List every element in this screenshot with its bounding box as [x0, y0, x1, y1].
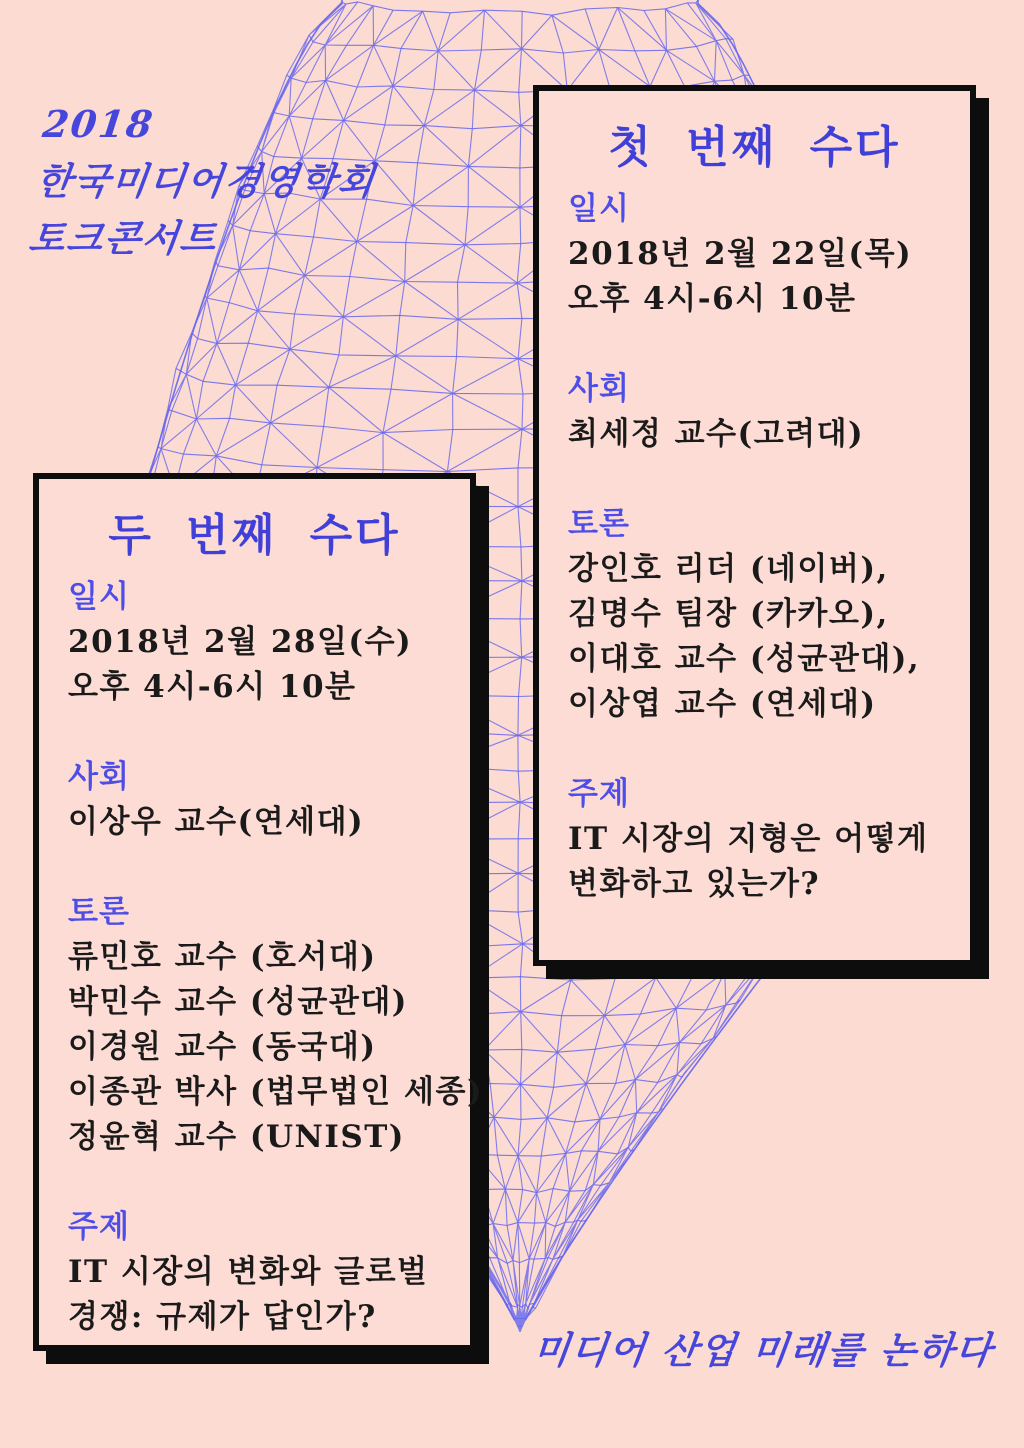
card-section — [568, 772, 952, 907]
card-section — [568, 367, 952, 457]
section-line: 오후 4시-6시 10분 — [68, 669, 357, 705]
card-body — [39, 575, 484, 1340]
card-section — [68, 575, 452, 710]
section-line: 최세정 교수(고려대) — [568, 416, 865, 452]
card-title: 첫 번째 수다 — [608, 122, 901, 173]
section-line: 이대호 교수 (성균관대), — [568, 641, 921, 677]
section-label: 주제 — [68, 1209, 130, 1245]
section-line: 변화하고 있는가? — [568, 866, 821, 902]
section-line: 이경원 교수 (동국대) — [68, 1029, 377, 1065]
section-line: IT 시장의 변화와 글로벌 — [68, 1254, 429, 1290]
section-line: 김명수 팀장 (카카오), — [568, 596, 889, 632]
section-line: 이종관 박사 (법무법인 세종) — [68, 1074, 484, 1110]
section-line: 박민수 교수 (성균관대) — [68, 984, 408, 1020]
card-title: 두 번째 수다 — [108, 510, 401, 561]
brand-event: 토크콘서트 — [26, 216, 221, 260]
section-label: 일시 — [568, 191, 630, 227]
card-section — [568, 187, 952, 322]
brand-organization: 한국미디어경영학회 — [33, 159, 379, 203]
section-label: 토론 — [568, 506, 630, 542]
card-first-talk — [533, 85, 976, 966]
section-label: 사회 — [68, 759, 130, 795]
card-second-talk — [33, 473, 484, 1351]
card-section — [68, 890, 484, 1160]
card-body — [539, 187, 970, 907]
section-line: 2018년 2월 28일(수) — [68, 624, 413, 660]
section-line: 2018년 2월 22일(목) — [568, 236, 913, 272]
card-section — [68, 755, 452, 845]
section-line: 경쟁: 규제가 답인가? — [68, 1299, 377, 1335]
card-section — [68, 1205, 452, 1340]
section-line: 오후 4시-6시 10분 — [568, 281, 857, 317]
section-line: IT 시장의 지형은 어떻게 — [568, 821, 929, 857]
section-line: 이상우 교수(연세대) — [68, 804, 365, 840]
section-line: 류민호 교수 (호서대) — [68, 939, 377, 975]
section-label: 주제 — [568, 776, 630, 812]
poster-tagline: 미디어 산업 미래를 논하다 — [531, 1328, 997, 1372]
section-line: 강인호 리더 (네이버), — [568, 551, 889, 587]
section-label: 토론 — [68, 894, 130, 930]
section-line: 이상엽 교수 (연세대) — [568, 686, 877, 722]
section-label: 사회 — [568, 371, 630, 407]
section-line: 정윤혁 교수 (UNIST) — [68, 1119, 405, 1155]
brand-year: 2018 — [40, 102, 157, 146]
card-section — [568, 502, 952, 727]
brand-block — [26, 96, 387, 267]
section-label: 일시 — [68, 579, 130, 615]
